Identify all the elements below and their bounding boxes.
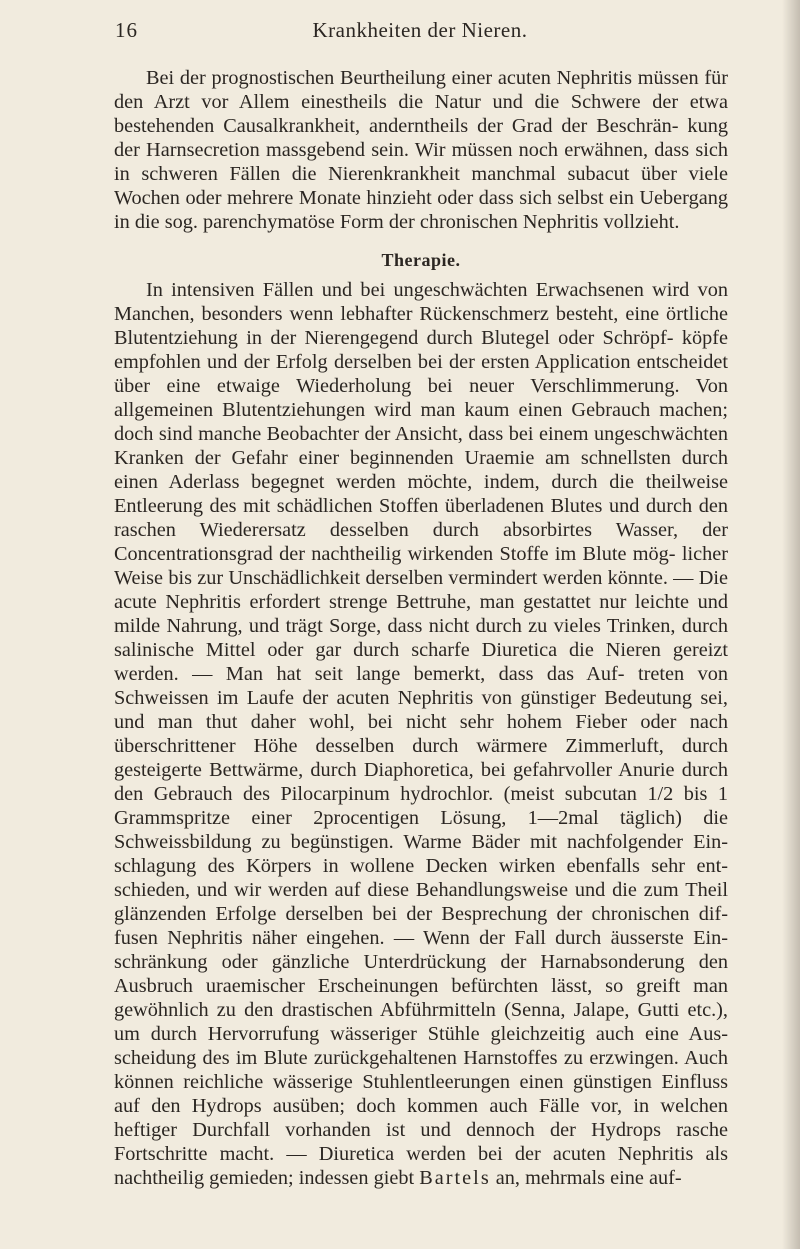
- page-edge-shadow: [782, 0, 800, 1249]
- fraction-half: 1/2: [647, 783, 674, 805]
- page-header: [115, 18, 725, 48]
- running-title: Krankheiten der Nieren.: [312, 18, 528, 42]
- paragraph-therapy-part2: bis 1 Grammspritze einer 2procentigen Lösung, 1—2mal täglich) die Schweissbildung zu begünstigen. Warme Bäder mit nachfolgender Ein- schlagung des Körpers in wollene Decken wirken ebenfalls sehr ent- schieden, und wir werden auf diese Behandlungsweise und die zum Theil glänzenden Erfolge derselben bei der Besprechung der chronischen dif- fusen Nephritis näher eingehen. — Wenn der Fall durch äusserste Ein- schränkung oder gänzliche Unterdrückung der Harnabsonderung den Ausbruch uraemischer Erscheinungen befürchten lässt, so greift man gewöhnlich zu den drastischen Abführmitteln (Senna, Jalape, Gutti etc.), um durch Hervorrufung wässeriger Stühle gleichzeitig auch eine Aus- scheidung des im Blute zurückgehaltenen Harnstoffes zu erzwingen. Auch können reichliche wässerige Stuhlentleerungen einen günstigen Einfluss auf den Hydrops ausüben; doch kommen auch Fälle vor, in welchen heftiger Durchfall vorhanden ist und dennoch der Hydrops rasche Fortschritte macht. — Diuretica werden bei der acuten Nephritis als nachtheilig gemieden; indessen giebt: [114, 783, 728, 1189]
- paragraph-therapy-part3: an, mehrmals eine auf-: [490, 1167, 682, 1189]
- paragraph-prognosis: Bei der prognostischen Beurtheilung einer acuten Nephritis müssen für den Arzt vor Allem einestheils die Natur und die Schwere der etwa bestehenden Causalkrankheit, anderntheils der Grad der Beschrän- kung der Harnsecretion massgebend sein. Wir müssen noch erwähnen, dass sich in schweren Fällen die Nierenkrankheit manchmal subacut über viele Wochen oder mehrere Monate hinzieht oder dass sich selbst ein Uebergang in die sog. parenchymatöse Form der chronischen Nephritis vollzieht.: [114, 67, 728, 233]
- page-number: 16: [115, 18, 138, 42]
- paragraph-therapy-part1: In intensiven Fällen und bei ungeschwächten Erwachsenen wird von Manchen, besonders wenn lebhafter Rückenschmerz besteht, eine örtliche Blutentziehung in der Nierengegend durch Blutegel oder Schröpf- köpfe empfohlen und der Erfolg derselben bei der ersten Application entscheidet über eine etwaige Wiederholung bei neuer Verschlimmerung. Von allgemeinen Blutentziehungen wird man kaum einen Gebrauch machen; doch sind manche Beobachter der Ansicht, dass bei einem ungeschwächten Kranken der Gefahr einer beginnenden Uraemie am schnellsten durch einen Aderlass begegnet werden möchte, indem, durch die theilweise Entleerung des mit schädlichen Stoffen überladenen Blutes und durch den raschen Wiederersatz desselben durch absorbirtes Wasser, der Concentrationsgrad der nachtheilig wirkenden Stoffe im Blute mög- licher Weise bis zur Unschädlichkeit derselben vermindert werden könnte. — Die acute Nephritis erfordert strenge Bettruhe, man gestattet nur leichte und milde Nahrung, und trägt Sorge, dass nicht durch zu vieles Trinken, durch salinische Mittel oder gar durch scharfe Diuretica die Nieren gereizt werden. — Man hat seit lange bemerkt, dass das Auf- treten von Schweissen im Laufe der acuten Nephritis von günstiger Bedeutung sei, und man thut daher wohl, bei nicht sehr hohem Fieber oder nach überschrittener Höhe desselben durch wärmere Zimmerluft, durch gesteigerte Bettwärme, durch Diaphoretica, bei gefahrvoller Anurie durch den Gebrauch des Pilocarpinum hydrochlor. (meist subcutan: [114, 279, 728, 805]
- author-name: Bartels: [419, 1167, 491, 1189]
- page-body: [114, 66, 728, 1190]
- section-title-therapie: Therapie.: [381, 250, 461, 270]
- paragraph-therapy: [114, 278, 728, 1190]
